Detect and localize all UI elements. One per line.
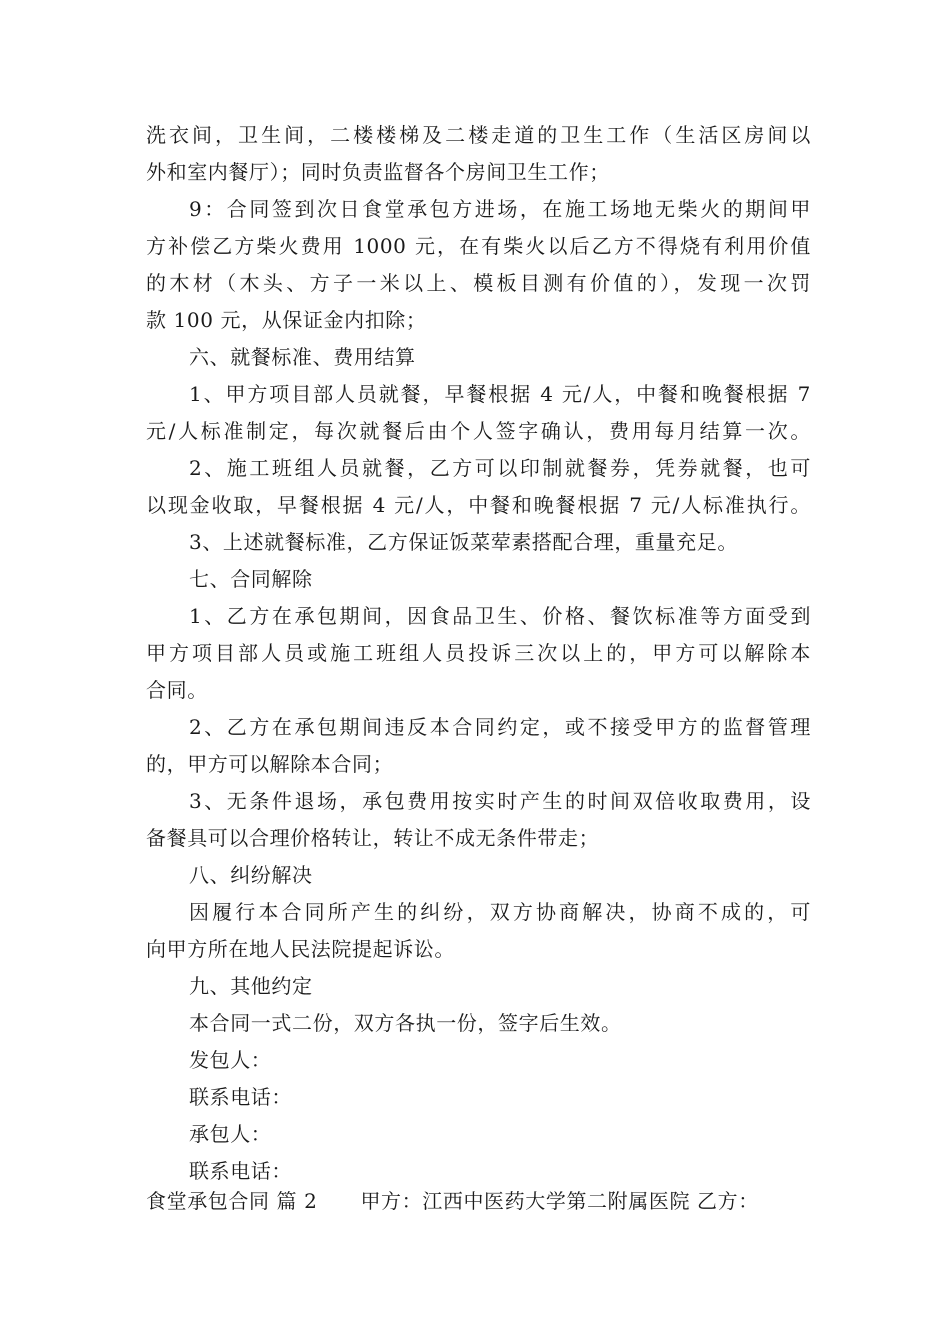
text-line: 方补偿乙方柴火费用 1000 元，在有柴火以后乙方不得烧有利用价值 [146,234,811,258]
text-line: 9：合同签到次日食堂承包方进场，在施工场地无柴火的期间甲 [189,197,811,221]
text-line: 的，甲方可以解除本合同； [146,752,394,776]
text-line: 2、乙方在承包期间违反本合同约定，或不接受甲方的监督管理 [189,715,811,739]
text-line: 联系电话： [189,1085,292,1109]
text-line: 承包人： [189,1122,272,1146]
text-line: 以现金收取，早餐根据 4 元/人，中餐和晚餐根据 7 元/人标准执行。 [146,493,811,517]
text-line: 备餐具可以合理价格转让，转让不成无条件带走； [146,826,600,850]
text-line: 发包人： [189,1048,272,1072]
text-line: 1、乙方在承包期间，因食品卫生、价格、餐饮标准等方面受到 [189,604,811,628]
text-line: 甲方项目部人员或施工班组人员投诉三次以上的，甲方可以解除本 [146,641,811,665]
text-line: 3、无条件退场，承包费用按实时产生的时间双倍收取费用，设 [189,789,811,813]
text-line: 因履行本合同所产生的纠纷，双方协商解决，协商不成的，可 [189,900,811,924]
text-line: 洗衣间，卫生间，二楼楼梯及二楼走道的卫生工作（生活区房间以 [146,123,811,147]
text-line: 合同。 [146,678,208,702]
text-line: 七、合同解除 [189,567,313,591]
next-contract-heading-line [146,1183,811,1220]
text-line: 六、就餐标准、费用结算 [189,345,416,369]
text-line: 元/人标准制定，每次就餐后由个人签字确认，费用每月结算一次。 [146,419,811,443]
text-line: 1、甲方项目部人员就餐，早餐根据 4 元/人，中餐和晚餐根据 7 [189,382,811,406]
party-a-line: 甲方：江西中医药大学第二附属医院 乙方： [360,1189,759,1213]
text-line: 外和室内餐厅）；同时负责监督各个房间卫生工作； [146,160,610,184]
text-line: 联系电话： [189,1159,292,1183]
text-line: 2、施工班组人员就餐，乙方可以印制就餐券，凭券就餐，也可 [189,456,811,480]
document-body [146,117,811,1190]
text-line: 向甲方所在地人民法院提起诉讼。 [146,937,455,961]
text-line: 八、纠纷解决 [189,863,313,887]
text-line: 款 100 元，从保证金内扣除； [146,308,427,332]
contract-section-heading: 食堂承包合同 篇 2 [146,1189,318,1213]
text-line: 九、其他约定 [189,974,313,998]
text-line: 3、上述就餐标准，乙方保证饭菜荤素搭配合理，重量充足。 [189,530,738,554]
text-line: 本合同一式二份，双方各执一份，签字后生效。 [189,1011,622,1035]
text-line: 的木材（木头、方子一米以上、模板目测有价值的），发现一次罚 [146,271,811,295]
